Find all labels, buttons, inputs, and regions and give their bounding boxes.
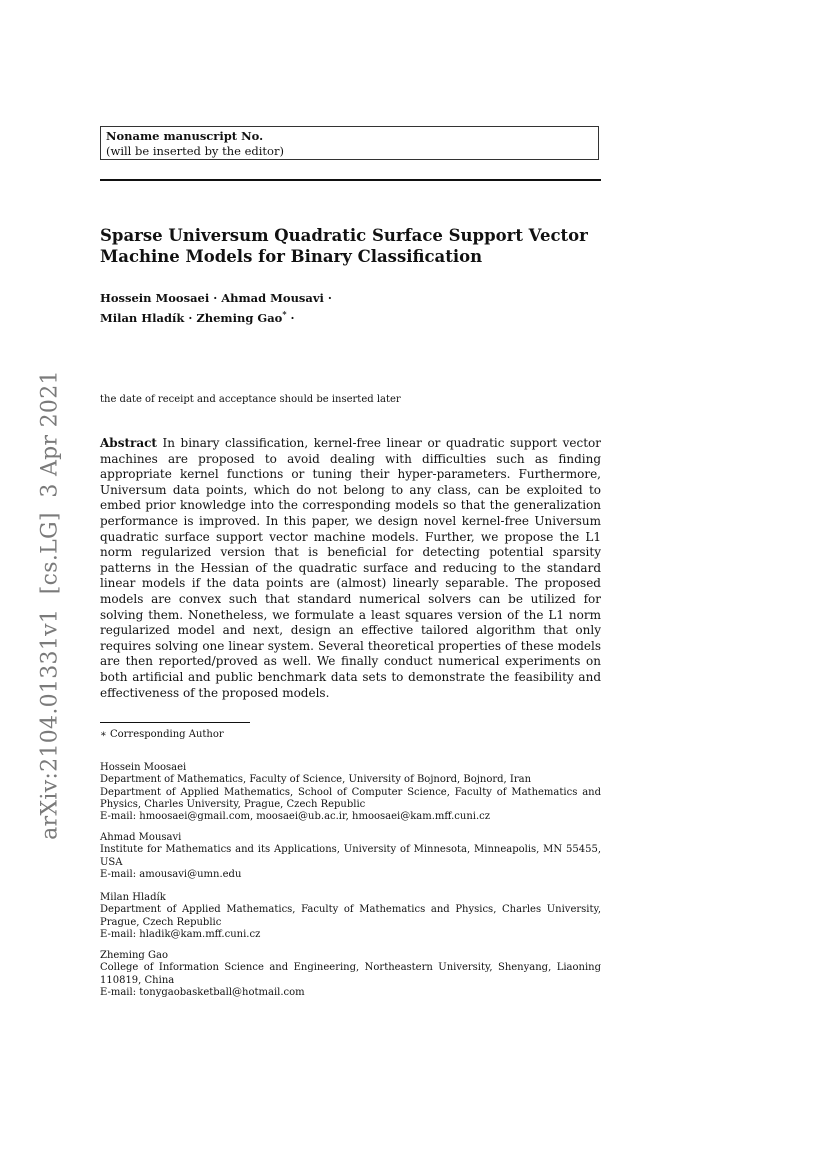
arxiv-identifier: arXiv:2104.01331v1 [cs.LG] 3 Apr 2021	[37, 370, 63, 840]
affiliation-gao	[100, 950, 601, 999]
abstract	[100, 436, 601, 701]
manuscript-number: Noname manuscript No.	[106, 129, 264, 143]
authors-line-2-names: Milan Hladík · Zheming Gao	[100, 310, 283, 325]
corresponding-mark: *	[282, 309, 287, 319]
abstract-text: In binary classification, kernel-free linear or quadratic support vector machines are proposed to avoid dealing with difficulties such as finding appropriate kernel functions or tuning their hyper-parameters. Furthermore, Universum data points, which do not belong to any class, can be exploited to embed prior knowledge into the corresponding models so that the generalization performance is improved. In this paper, we design novel kernel-free Universum quadratic surface support vector machine models. Further, we propose the L1 norm regularized version that is beneficial for detecting potential sparsity patterns in the Hessian of the quadratic surface and reducing to the standard linear models if the data points are (almost) linearly separable. The proposed models are convex such that standard numerical solvers can be utilized for solving them. Nonetheless, we formulate a least squares version of the L1 norm regularized model and next, design an effective tailored algorithm that only requires solving one linear system. Several theoretical properties of these models are then reported/proved as well. We finally conduct numerical experiments on both artificial and public benchmark data sets to demonstrate the feasibility and effectiveness of the proposed models.	[100, 436, 601, 700]
affiliation-email: E-mail: amousavi@umn.edu	[100, 868, 242, 880]
paper-title	[100, 225, 600, 267]
authors-line-1: Hossein Moosaei · Ahmad Mousavi ·	[100, 291, 332, 305]
affiliation-moosaei	[100, 762, 601, 823]
abstract-label: Abstract	[100, 436, 157, 450]
date-note: the date of receipt and acceptance should be inserted later	[100, 394, 401, 405]
affiliation-name: Zheming Gao	[100, 950, 168, 961]
title-line-1: Sparse Universum Quadratic Surface Support Vector	[100, 226, 588, 245]
affiliation-email: E-mail: hmoosaei@gmail.com, moosaei@ub.ac.ir, hmoosaei@kam.mff.cuni.cz	[100, 811, 491, 823]
authors-line-2-end: ·	[286, 310, 295, 325]
affiliation-hladik	[100, 892, 601, 941]
affiliation-mousavi	[100, 832, 601, 881]
affiliation-line: Department of Mathematics, Faculty of Science, University of Bojnord, Bojnord, Iran	[100, 774, 532, 786]
affiliation-name: Hossein Moosaei	[100, 762, 187, 773]
affiliation-line: Department of Applied Mathematics, School of Computer Science, Faculty of Mathematics and Physics, Charles University, Prague, Czech Republic	[100, 786, 601, 810]
footnote-rule	[100, 722, 250, 723]
corresponding-author-note: ∗ Corresponding Author	[100, 729, 224, 740]
authors-line-2	[100, 306, 600, 326]
editor-note-box	[100, 126, 599, 160]
editor-note: (will be inserted by the editor)	[106, 144, 284, 158]
affiliation-name: Ahmad Mousavi	[100, 832, 182, 843]
affiliation-line: College of Information Science and Engineering, Northeastern University, Shenyang, Liaoning 110819, China	[100, 962, 601, 986]
affiliation-line: Institute for Mathematics and its Applications, University of Minnesota, Minneapolis, MN 55455, USA	[100, 844, 601, 868]
author-list	[100, 290, 600, 326]
title-line-2: Machine Models for Binary Classification	[100, 247, 483, 266]
affiliation-email: E-mail: hladik@kam.mff.cuni.cz	[100, 928, 261, 940]
header-rule	[100, 179, 601, 181]
affiliation-email: E-mail: tonygaobasketball@hotmail.com	[100, 986, 305, 998]
affiliation-line: Department of Applied Mathematics, Faculty of Mathematics and Physics, Charles University, Prague, Czech Republic	[100, 904, 601, 928]
affiliation-name: Milan Hladík	[100, 892, 166, 903]
